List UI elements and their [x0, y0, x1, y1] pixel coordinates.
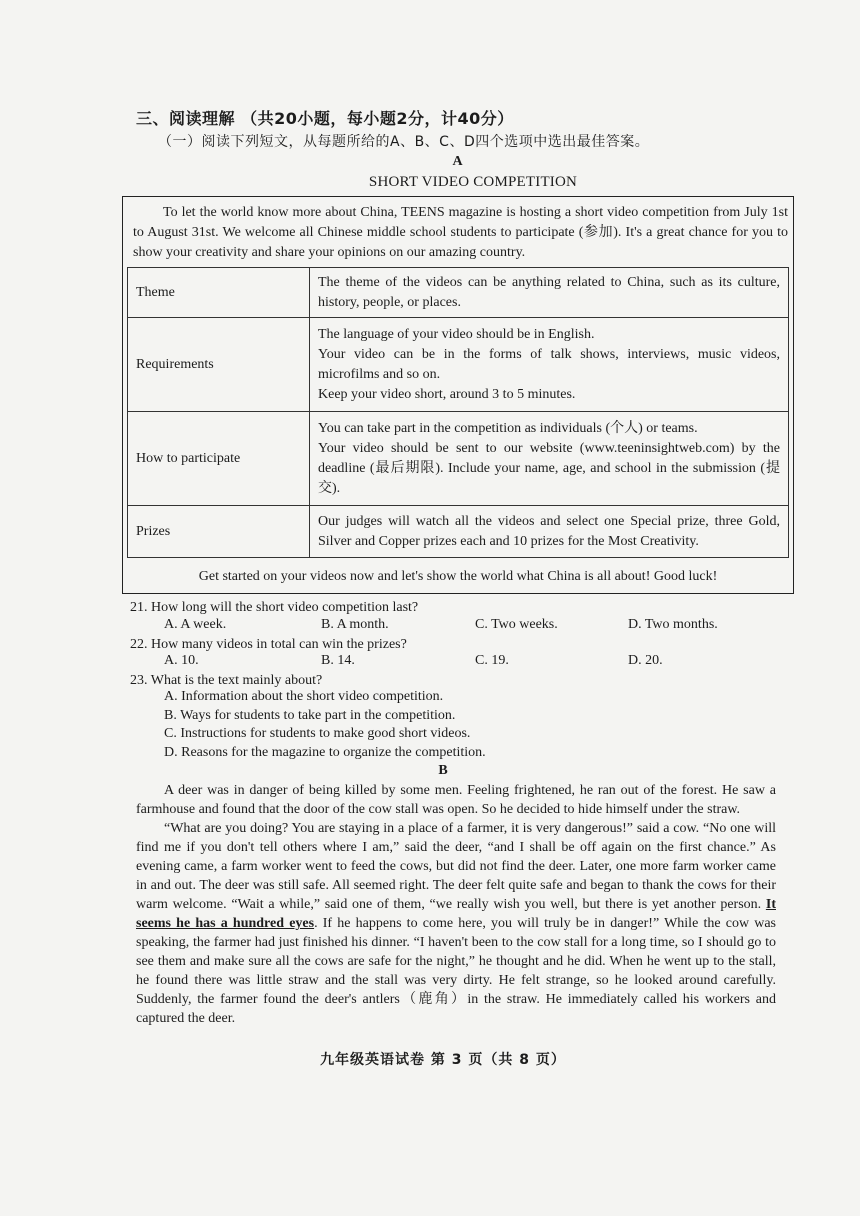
underlined-phrase: It seems he has a hundred eyes [136, 897, 776, 931]
row-line: The theme of the videos can be anything related to China, such as its culture, history, people, or places. [318, 274, 780, 310]
question-22-option-d[interactable]: D. 20. [628, 653, 663, 668]
table-row [128, 506, 789, 558]
question-21-stem: 21. How long will the short video competition last? [130, 600, 419, 615]
row-label: Theme [128, 268, 310, 318]
question-23-option-a[interactable]: A. Information about the short video competition. [164, 689, 444, 704]
competition-intro: To let the world know more about China, TEENS magazine is hosting a short video competition from July 1st to August 31st. We welcome all Chinese middle school students to participate (参加). It's a great chance for you to show your creativity and share your opinions on our amazing country. [133, 205, 788, 260]
page-footer: 九年级英语试卷 第 3 页（共 8 页） [320, 1052, 566, 1068]
section-instruction: （一）阅读下列短文，从每题所给的A、B、C、D四个选项中选出最佳答案。 [158, 134, 650, 150]
passage-b-paragraph-2 [136, 819, 776, 1028]
competition-outro: Get started on your videos now and let's show the world what China is all about! Good luck! [198, 569, 718, 584]
table-row [128, 318, 789, 412]
question-23-option-d[interactable]: D. Reasons for the magazine to organize the competition. [164, 745, 486, 760]
table-row [128, 412, 789, 506]
section-title: 三、阅读理解 （共20小题，每小题2分，计40分） [136, 109, 514, 128]
paragraph-2-part-2: . If he happens to come here, you will truly be in danger!” While the cow was speaking, the farmer had just finished his dinner. “I haven't been to the cow stall for a long time, so I should go to see them and make sure all the cows are safe for the night,” he thought and he did. When he went up to the stall, he found there was little straw and the stall was very dirty. He felt strange, so he looked around carefully. Suddenly, the farmer found the deer's antlers（鹿角）in the straw. He immediately called his workers and captured the deer. [136, 916, 777, 1026]
row-content [310, 506, 789, 558]
passage-a-letter: A [452, 154, 463, 169]
competition-table [127, 267, 789, 558]
row-line: You can take part in the competition as individuals (个人) or teams. [318, 420, 698, 436]
competition-box [122, 196, 794, 594]
row-line: Our judges will watch all the videos and select one Special prize, three Gold, Silver and Copper prizes each and 10 prizes for the Most Creativity. [318, 513, 780, 549]
question-22-stem: 22. How many videos in total can win the prizes? [130, 637, 407, 652]
row-label: How to participate [128, 412, 310, 506]
row-label: Requirements [128, 318, 310, 412]
passage-b-paragraph-1: A deer was in danger of being killed by some men. Feeling frightened, he ran out of the forest. He saw a farmhouse and found that the door of the cow stall was open. So he decided to hide himself under the straw. [136, 783, 776, 817]
row-line: Your video can be in the forms of talk shows, interviews, music videos, microfilms and so on. [318, 346, 780, 382]
question-22-option-b[interactable]: B. 14. [321, 653, 355, 668]
question-21-option-d[interactable]: D. Two months. [628, 617, 718, 632]
question-22-option-a[interactable]: A. 10. [164, 653, 199, 668]
question-23-option-c[interactable]: C. Instructions for students to make good short videos. [164, 726, 471, 741]
passage-b-text [136, 781, 776, 1028]
question-21-option-b[interactable]: B. A month. [321, 617, 389, 632]
question-21-option-c[interactable]: C. Two weeks. [475, 617, 558, 632]
passage-b-letter: B [438, 763, 448, 778]
row-line: The language of your video should be in English. [318, 326, 595, 342]
question-22-option-c[interactable]: C. 19. [475, 653, 509, 668]
question-23-stem: 23. What is the text mainly about? [130, 673, 323, 688]
row-content [310, 268, 789, 318]
question-23-option-b[interactable]: B. Ways for students to take part in the competition. [164, 708, 456, 723]
row-label: Prizes [128, 506, 310, 558]
row-content [310, 318, 789, 412]
row-line: Your video should be sent to our website (www.teeninsightweb.com) by the deadline (最后期限). Include your name, age, and school in the submission (提交). [318, 440, 780, 496]
row-content [310, 412, 789, 506]
passage-a-title: SHORT VIDEO COMPETITION [368, 174, 578, 190]
table-row [128, 268, 789, 318]
row-line: Keep your video short, around 3 to 5 minutes. [318, 386, 576, 402]
question-21-option-a[interactable]: A. A week. [164, 617, 227, 632]
paragraph-2-part-1: “What are you doing? You are staying in a place of a farmer, it is very dangerous!” said a cow. “No one will find me if you don't tell others where I am,” said the deer, “and I shall be off again on the first chance.” As evening came, a farm worker went to feed the cows, but did not find the deer. Later, one more farm worker came in and out. The deer was still safe. All seemed right. The deer felt quite safe and began to thank the cows for their warm welcome. “Wait a while,” said one of them, “we really wish you well, but there is yet another person. [136, 821, 776, 912]
